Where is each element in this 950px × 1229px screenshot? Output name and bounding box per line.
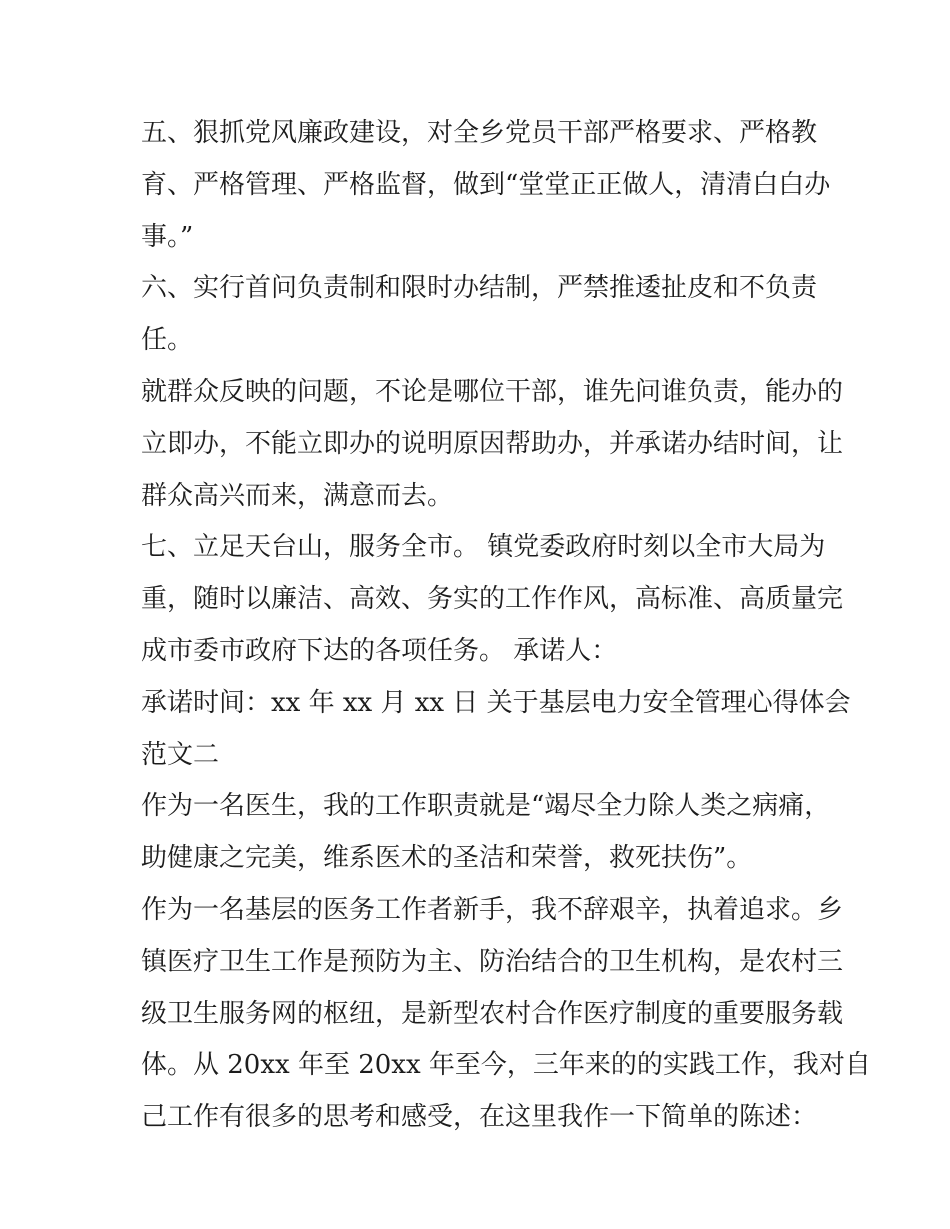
text-line: 事。” [141,221,194,252]
text-line: 作为一名医生，我的工作职责就是“竭尽全力除人类之病痛， [141,791,831,822]
text-line: 六、实行首问负责制和限时办结制，严禁推逶扯皮和不负责 [141,273,818,304]
text-line: 成市委市政府下达的各项任务。 承诺人： [141,635,618,666]
text-line: 重，随时以廉洁、高效、务实的工作作风，高标准、高质量完 [141,584,844,615]
body-text [141,108,871,1144]
text-line: 级卫生服务网的枢纽，是新型农村合作医疗制度的重要服务载 [141,998,844,1029]
text-line: 作为一名基层的医务工作者新手，我不辞艰辛，执着追求。乡 [141,894,844,925]
text-line: 镇医疗卫生工作是预防为主、防治结合的卫生机构，是农村三 [141,946,844,977]
text-line: 立即办，不能立即办的说明原因帮助办，并承诺办结时间，让 [141,428,844,459]
text-line: 承诺时间：xx 年 xx 月 xx 日 关于基层电力安全管理心得体会 [141,687,851,718]
text-line: 五、狠抓党风廉政建设，对全乡党员干部严格要求、严格教 [141,118,818,148]
text-line: 体。从 20xx 年至 20xx 年至今，三年来的的实践工作，我对自 [141,1050,871,1081]
text-line: 范文二 [141,739,220,770]
text-line: 七、立足天台山，服务全市。 镇党委政府时刻以全市大局为 [141,532,826,563]
text-line: 群众高兴而来，满意而去。 [141,480,454,511]
text-line: 助健康之完美，维系医术的圣洁和荣誉，救死扶伤”。 [141,843,753,874]
text-line: 己工作有很多的思考和感受，在这里我作一下简单的陈述： [141,1102,818,1133]
text-line: 育、严格管理、严格监督，做到“堂堂正正做人，清清白白办 [141,169,831,200]
text-line: 任。 [141,325,194,356]
text-line: 就群众反映的问题，不论是哪位干部，谁先问谁负责，能办的 [141,376,844,407]
